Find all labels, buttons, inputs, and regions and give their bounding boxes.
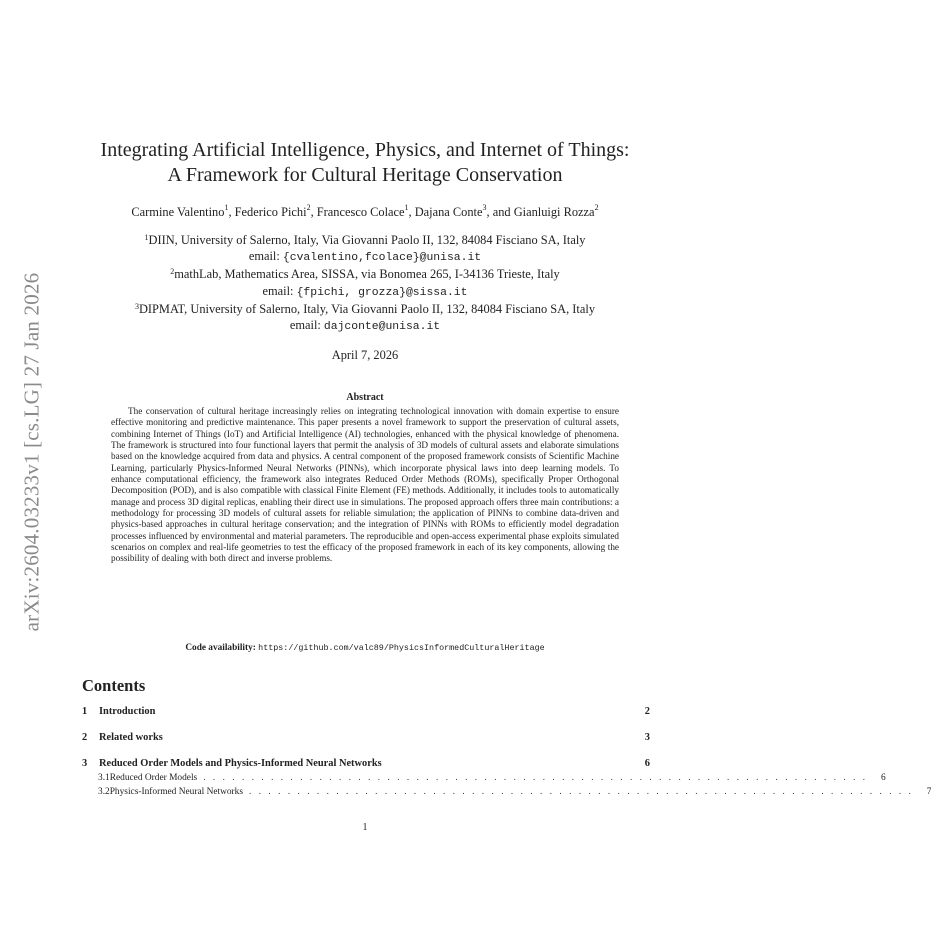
toc-entry-related-works[interactable]: [82, 732, 650, 746]
author-name: Federico Pichi: [234, 205, 307, 219]
email-address: {fpichi, grozza}@sissa.it: [296, 286, 468, 299]
toc-leader-dots: . . . . . . . . . . . . . . . . . . . . . . . . . . . . . . . . . . . . . . . . . . . . . . . . . . . . . . . . . . . . . . . . . . . . .: [203, 772, 868, 782]
author-affiliation-mark: 3: [482, 203, 487, 212]
author-affiliation-mark: 1: [404, 203, 409, 212]
affiliation-line: [0, 266, 730, 282]
title-line-1: Integrating Artificial Intelligence, Physics, and Internet of Things:: [100, 139, 630, 161]
author-affiliation-mark: 2: [594, 203, 599, 212]
author-list: [0, 205, 730, 220]
author-affiliation-mark: 1: [224, 203, 229, 212]
email-label: email:: [248, 249, 283, 264]
toc-subsection-number: 3.2: [98, 787, 110, 797]
toc-page-number: 2: [644, 706, 650, 717]
author-separator: , and: [486, 205, 514, 219]
abstract-heading: Abstract: [346, 392, 384, 403]
affiliation-line: [0, 301, 730, 317]
toc-page-number: 3: [644, 732, 650, 743]
author-separator: ,: [408, 205, 415, 219]
affiliation-text: DIIN, University of Salerno, Italy, Via Giovanni Paolo II, 132, 84084 Fisciano SA, Italy: [148, 233, 586, 247]
page-number: 1: [362, 822, 368, 833]
toc-subsection-label: Reduced Order Models: [109, 773, 198, 783]
author-affiliation-mark: 2: [306, 203, 311, 212]
toc-entry-rom-pinn[interactable]: [82, 758, 650, 772]
toc-page-number: 6: [880, 773, 886, 783]
affiliation-number: 2: [170, 267, 175, 277]
toc-entry-pinn[interactable]: [82, 786, 931, 798]
paper-title: [0, 138, 730, 188]
toc-subsection-number: 3.1: [98, 773, 110, 783]
author-name: Gianluigi Rozza: [513, 205, 595, 219]
affiliation-text: mathLab, Mathematics Area, SISSA, via Bonomea 265, I-34136 Trieste, Italy: [174, 267, 560, 282]
toc-section-number: 2: [82, 732, 88, 743]
contents-heading: Contents: [82, 676, 146, 695]
email-address: dajconte@unisa.it: [323, 321, 441, 334]
author-name: Carmine Valentino: [131, 205, 225, 219]
paper-date: April 7, 2026: [331, 348, 399, 362]
code-repository-link[interactable]: https://github.com/valc89/PhysicsInformedCulturalHeritage: [258, 643, 545, 653]
email-address: {cvalentino,fcolace}@unisa.it: [282, 252, 482, 265]
affiliation-line: [0, 232, 730, 248]
toc-section-number: 3: [82, 758, 88, 769]
toc-entry-reduced-order-models[interactable]: [82, 772, 886, 784]
code-availability: [0, 643, 730, 653]
email-label: email:: [262, 283, 297, 298]
author-name: Francesco Colace: [316, 205, 405, 219]
toc-page-number: 6: [644, 758, 650, 769]
abstract-text: The conservation of cultural heritage increasingly relies on integrating technological innovation with domain expertise to ensure effective monitoring and predictive maintenance. This paper presents a novel framework to support the preservation of cultural assets, combining Internet of Things (IoT) and Artificial Intelligence (AI) technologies, enhanced with the physical knowledge of phenomena. The framework is structured into four functional layers that permit the analysis of 3D models of cultural assets and elaborate simulations based on the knowledge acquired from data and physics. A central component of the proposed framework consists of Scientific Machine Learning, particularly Physics-Informed Neural Networks (PINNs), which incorporate physical laws into deep learning models. To enhance computational efficiency, the framework also integrates Reduced Order Methods (ROMs), specifically Proper Orthogonal Decomposition (POD), and is also compatible with classical Finite Element (FE) methods. Additionally, it includes tools to automatically manage and process 3D digital replicas, enabling their direct use in simulations. The proposed approach offers three main contributions: a methodology for processing 3D models of cultural assets for reliable simulation; the application of PINNs to combine data-driven and physics-based approaches in cultural heritage conservation; and the integration of PINNs with ROMs to efficiently model degradation processes influenced by environmental and material parameters. The reproducible and open-access experimental phase exploits simulated scenarios on complex and real-life geometries to test the efficacy of the proposed framework in each of its key components, allowing the possibility of dealing with both direct and inverse problems.: [111, 406, 619, 564]
author-separator: ,: [310, 205, 317, 219]
email-line: [0, 317, 730, 335]
toc-entry-introduction[interactable]: [82, 706, 650, 720]
email-label: email:: [289, 318, 324, 333]
email-line: [0, 283, 730, 301]
toc-section-number: 1: [82, 706, 88, 717]
affiliation-text: DIPMAT, University of Salerno, Italy, Via Giovanni Paolo II, 132, 84084 Fisciano SA, Italy: [138, 301, 596, 316]
arxiv-stamp: arXiv:2604.03233v1 [cs.LG] 27 Jan 2026: [19, 272, 44, 632]
code-availability-label: Code availability:: [185, 643, 256, 653]
toc-page-number: 7: [926, 787, 931, 797]
email-line: [0, 248, 730, 266]
affiliation-block: [0, 232, 730, 335]
title-line-2: A Framework for Cultural Heritage Conservation: [167, 164, 563, 186]
affiliation-number: 3: [134, 301, 139, 311]
toc-section-label: Reduced Order Models and Physics-Informed Neural Networks: [99, 758, 382, 769]
toc-section-label: Introduction: [99, 706, 156, 717]
toc-leader-dots: . . . . . . . . . . . . . . . . . . . . . . . . . . . . . . . . . . . . . . . . . . . . . . . . . . . . . . . . . . . . . . . . . . . . .: [249, 786, 914, 796]
toc-section-label: Related works: [99, 732, 163, 743]
author-name: Dajana Conte: [414, 205, 483, 219]
affiliation-number: 1: [144, 233, 149, 242]
author-separator: ,: [228, 205, 235, 219]
toc-subsection-label: Physics-Informed Neural Networks: [109, 787, 244, 797]
